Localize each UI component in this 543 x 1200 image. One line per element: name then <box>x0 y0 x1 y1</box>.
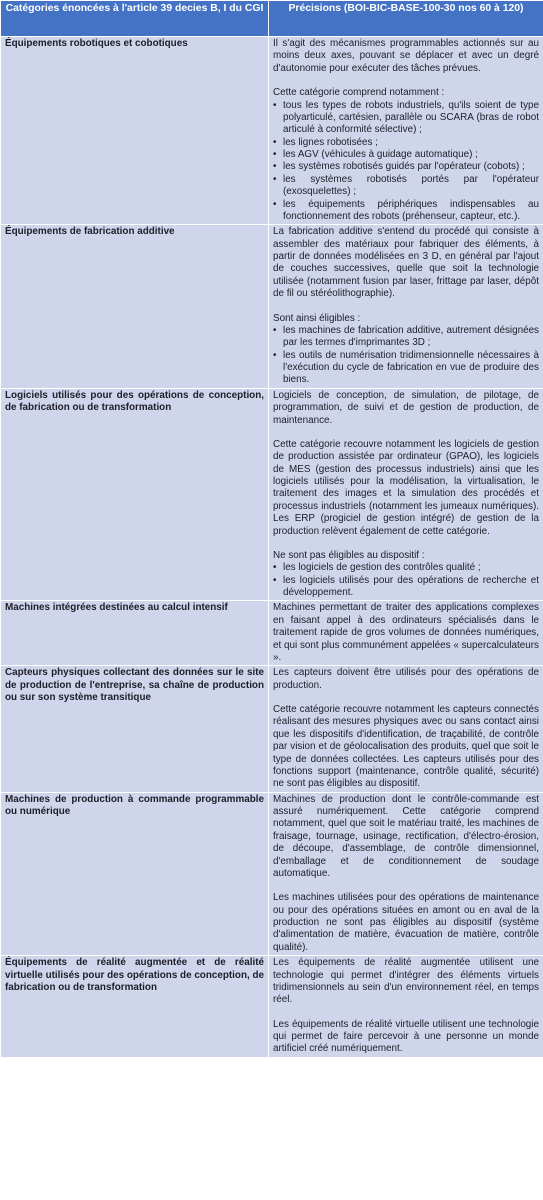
category-cell: Logiciels utilisés pour des opérations de conception, de fabrication ou de transformation <box>1 388 269 601</box>
paragraph-spacer <box>273 692 539 704</box>
bullet-item: • les systèmes robotisés guidés par l'opérateur (cobots) ; <box>283 161 539 173</box>
category-cell: Équipements robotiques et cobotiques <box>1 37 269 225</box>
bullet-item: • les systèmes robotisés portés par l'opérateur (exosquelettes) ; <box>283 174 539 199</box>
details-cell <box>269 792 543 956</box>
detail-paragraph: Machines de production dont le contrôle-commande est assuré numériquement. Cette catégorie comprend notamment, quel que soit le matériau traité, les machines de fraisage, tournage, usinage, rectification, d'électro-érosion, de découpe, d'assemblage, de contrôle dimensionnel, d'emballage et de conditionnement de soudage automatique. <box>273 793 539 879</box>
bullet-list <box>273 562 539 599</box>
detail-paragraph: Les machines utilisées pour des opérations de maintenance ou pour des opérations situées en amont ou en aval de la production ne sont pas éligibles au dispositif (système d'alimentation de matière, évacuation de matière, contrôle qualité). <box>273 892 539 953</box>
bullet-list <box>273 100 539 224</box>
details-cell <box>269 601 543 666</box>
bullet-item: • les logiciels de gestion des contrôles qualité ; <box>283 562 539 574</box>
detail-paragraph: Les équipements de réalité augmentée utilisent une technologie qui permet d'intégrer des éléments virtuels tridimensionnels au sein d'un environnement réel, en temps réel. <box>273 957 539 1006</box>
bullet-item: • les AGV (véhicules à guidage automatique) ; <box>283 149 539 161</box>
category-cell: Machines de production à commande programmable ou numérique <box>1 792 269 956</box>
detail-paragraph: Ne sont pas éligibles au dispositif : <box>273 549 425 561</box>
table-header-row <box>1 1 543 37</box>
table-row <box>1 37 543 225</box>
details-cell <box>269 37 543 225</box>
column-header-categories: Catégories énoncées à l'article 39 decies B, I du CGI <box>1 1 269 37</box>
paragraph-spacer <box>273 301 539 313</box>
details-cell <box>269 388 543 601</box>
table-row <box>1 666 543 792</box>
details-cell <box>269 225 543 389</box>
detail-paragraph: Sont ainsi éligibles : <box>273 312 361 324</box>
table-row <box>1 956 543 1058</box>
detail-paragraph: Cette catégorie recouvre notamment les logiciels de gestion de production assistée par ordinateur (GPAO), les logiciels de MES (gestion des processus industriels) ainsi que les logiciels utilisés pour la modélisation, la virtualisation, le traitement des images et la simulation des procédés et processus industriels (notamment les jumeaux numériques). Les ERP (progiciel de gestion intégré) de gestion de la production relèvent également de cette catégorie. <box>273 438 539 537</box>
detail-paragraph: Machines permettant de traiter des applications complexes en faisant appel à des ordinateurs spécialisés dans le traitement rapide de gros volumes de données numériques, et qui sont plus communément appelées « supercalculateurs ». <box>273 602 539 663</box>
paragraph-spacer <box>273 1007 539 1019</box>
category-cell: Machines intégrées destinées au calcul intensif <box>1 601 269 666</box>
table-body <box>1 37 543 1058</box>
bullet-item: • les équipements périphériques indispensables au fonctionnement des robots (préhenseur, capteur, etc.). <box>283 199 539 224</box>
paragraph-spacer <box>273 880 539 892</box>
bullet-item: • les outils de numérisation tridimensionnelle nécessaires à l'exécution du cycle de fabrication en vue de produire des biens. <box>283 350 539 387</box>
detail-paragraph: La fabrication additive s'entend du procédé qui consiste à assembler des matériaux pour fabriquer des éléments, à partir de données modélisées en 3 D, en général par l'ajout de couches successives, quelle que soit la technologie utilisée (notamment fusion par laser, frittage par laser, dépôt de fil ou stéréolithographie). <box>273 226 539 300</box>
table-row <box>1 388 543 601</box>
paragraph-spacer <box>273 75 539 87</box>
table-row <box>1 225 543 389</box>
bullet-list <box>273 325 539 387</box>
category-cell: Capteurs physiques collectant des données sur le site de production de l'entreprise, sa chaîne de production ou sur son système transitique <box>1 666 269 792</box>
category-cell: Équipements de réalité augmentée et de réalité virtuelle utilisés pour des opérations de conception, de fabrication ou de transformation <box>1 956 269 1058</box>
details-cell <box>269 956 543 1058</box>
bullet-item: • les machines de fabrication additive, autrement désignées par les termes d'imprimantes 3D ; <box>283 325 539 350</box>
detail-paragraph: Les équipements de réalité virtuelle utilisent une technologie qui permet de faire percevoir à une personne un monde artificiel créé numériquement. <box>273 1018 539 1055</box>
details-cell <box>269 666 543 792</box>
detail-paragraph: Cette catégorie comprend notamment : <box>273 87 445 99</box>
bullet-item: • les lignes robotisées ; <box>283 137 539 149</box>
paragraph-spacer <box>273 427 539 439</box>
paragraph-spacer <box>273 538 539 550</box>
detail-paragraph: Il s'agit des mécanismes programmables actionnés sur au moins deux axes, pouvant se déplacer et avec un degré d'autonomie pour exécuter des tâches prévues. <box>273 38 539 74</box>
bullet-item: • tous les types de robots industriels, qu'ils soient de type polyarticulé, cartésien, parallèle ou SCARA (bras de robot articulé à conformité sélective) ; <box>283 100 539 137</box>
bullet-item: • les logiciels utilisés pour des opérations de recherche et développement. <box>283 575 539 600</box>
detail-paragraph: Logiciels de conception, de simulation, de pilotage, de programmation, de suivi et de gestion de production, de maintenance. <box>273 389 539 426</box>
column-header-precisions: Précisions (BOI-BIC-BASE-100-30 nos 60 à 120) <box>269 1 543 37</box>
detail-paragraph: Cette catégorie recouvre notamment les capteurs connectés réalisant des mesures physiques avec ou sans contact ainsi que les dispositifs d'identification, de traçabilité, de contrôle par vision et de géolocalisation des produits, quel que soit le type de données collectées. Les capteurs utilisés pour des fonctions support (maintenance, contrôle qualité, sécurité) ne sont pas éligibles au dispositif. <box>273 704 539 790</box>
table-row <box>1 601 543 666</box>
category-cell: Équipements de fabrication additive <box>1 225 269 389</box>
detail-paragraph: Les capteurs doivent être utilisés pour des opérations de production. <box>273 667 539 691</box>
table-row <box>1 792 543 956</box>
